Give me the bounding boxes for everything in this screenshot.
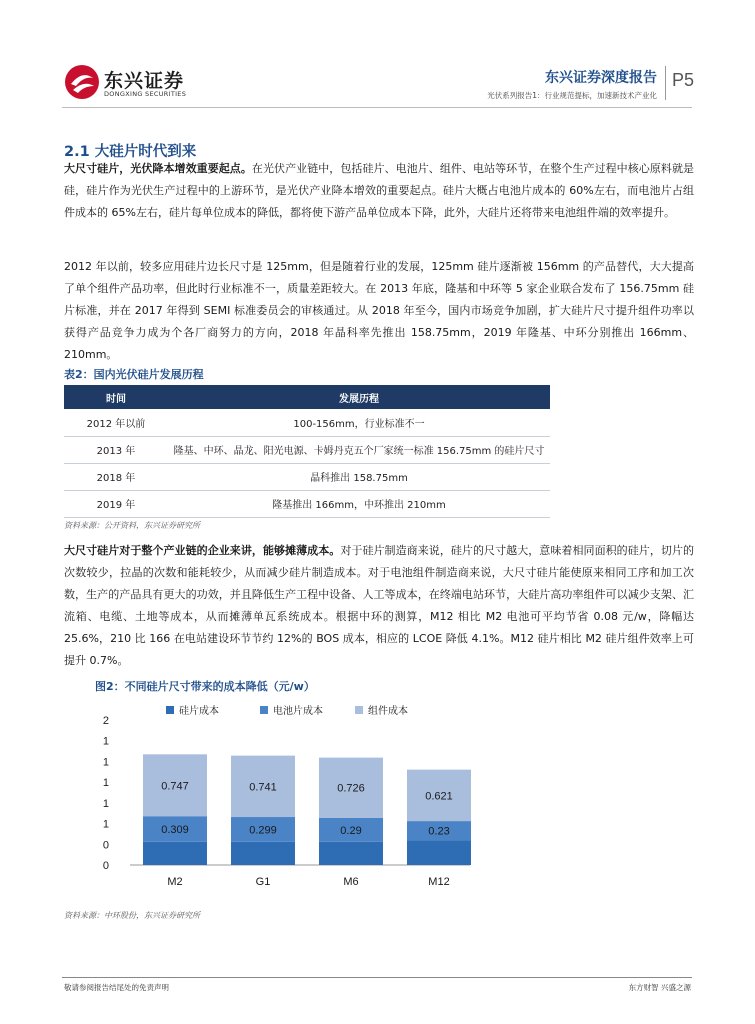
bar-segment-base xyxy=(407,840,471,865)
paragraph-2: 2012 年以前，较多应用硅片边长尺寸是 125mm，但是随着行业的发展，125mm 硅片逐渐被 156mm 的产品替代，大大提高了单个组件产品功率，但此时行业标准不一，质量差距较大。在 2013 年底，隆基和中环等 5 家企业联合发布了 156.75mm 硅片标准，并在 2017 年得到 SEMI 标准委员会的审核通过。从 2018 年至今，国内市场竞争加剧，扩大硅片尺寸提升组件功率以获得产品竞争力成为个各厂商努力的方向，2018 年晶科率先推出 158.75mm，2019 年隆基、中环分别推出 166mm、210mm。 xyxy=(64,260,694,361)
header-divider xyxy=(665,66,666,100)
table-cell: 2012 年以前 xyxy=(64,409,168,436)
paragraph-1-body: 在光伏产业链中，包括硅片、电池片、组件、电站等环节，在整个生产过程中核心原料就是硅，硅片作为光伏生产过程中的上游环节，是光伏产业降本增效的重要起点。硅片大概占电池片成本的 60%左右，而电池片占组件成本的 65%左右，硅片每单位成本的降低，都将使下游产品单位成本下降，此外，大硅片还将带来电池组件端的效率提升。 xyxy=(64,162,695,219)
bar-segment-base xyxy=(143,842,207,865)
y-tick-label: 0 xyxy=(102,860,109,872)
table-header-cell: 发展历程 xyxy=(168,385,550,409)
silicon-wafer-history-table xyxy=(64,385,550,518)
data-label-cell-cost: 0.29 xyxy=(340,824,362,837)
table-header-row xyxy=(64,385,550,409)
table-cell: 2013 年 xyxy=(64,436,168,463)
table-caption: 表2：国内光伏硅片发展历程 xyxy=(64,368,204,381)
y-tick-label: 1 xyxy=(102,777,109,790)
x-tick-label: G1 xyxy=(255,876,271,888)
data-label-cell-cost: 0.309 xyxy=(161,823,189,836)
y-tick-label: 1 xyxy=(102,818,109,831)
y-tick-label: 2 xyxy=(102,715,109,727)
paragraph-1 xyxy=(64,158,694,224)
table-header-cell: 时间 xyxy=(64,385,168,409)
data-label-module-cost: 0.726 xyxy=(337,782,365,795)
paragraph-3 xyxy=(64,540,694,672)
data-label-cell-cost: 0.299 xyxy=(249,824,277,837)
table-row xyxy=(64,490,550,517)
paragraph-3-body: 对于硅片制造商来说，硅片的尺寸越大，意味着相同面积的硅片，切片的次数较少，拉晶的次数和能耗较少，从而减少硅片制造成本。对于电池组件制造商来说，大尺寸硅片能使原来相同工序和加工次数，生产的产品具有更大的功效，并且降低生产工程中设备、人工等成本，在终端电站环节，大硅片高功率组件可以减少支架、汇流箱、电缆、土地等成本，从而摊薄单瓦系统成本。根据中环的测算，M12 相比 M2 电池可平均节省 0.08 元/w，降幅达 25.6%，210 比 166 在电站建设环节节约 12%的 BOS 成本，相应的 LCOE 降低 4.1%。M12 硅片相比 M2 硅片组件效率上可提升 0.7%。 xyxy=(64,544,695,667)
data-label-module-cost: 0.747 xyxy=(161,780,189,793)
page-header xyxy=(0,0,755,110)
dongxing-logo-icon xyxy=(64,64,100,100)
legend-label: 组件成本 xyxy=(368,706,408,717)
x-tick-label: M12 xyxy=(428,876,450,888)
bar-segment-base xyxy=(231,842,295,865)
report-title: 东兴证券深度报告 xyxy=(545,70,657,86)
table-source: 资料来源：公开资料，东兴证券研究所 xyxy=(64,521,200,530)
table-row xyxy=(64,463,550,490)
data-label-cell-cost: 0.23 xyxy=(428,825,450,838)
data-label-module-cost: 0.621 xyxy=(425,790,453,803)
header-rule xyxy=(62,107,692,108)
table-cell: 晶科推出 158.75mm xyxy=(168,463,550,490)
y-tick-label: 0 xyxy=(102,839,109,852)
paragraph-3-lead: 大尺寸硅片对于整个产业链的企业来讲，能够摊薄成本。 xyxy=(64,544,341,557)
table-row xyxy=(64,409,550,436)
paragraph-1-lead: 大尺寸硅片，光伏降本增效重要起点。 xyxy=(64,162,252,175)
x-tick-label: M6 xyxy=(343,876,359,888)
chart-caption: 图2：不同硅片尺寸带来的成本降低（元/w） xyxy=(95,680,315,693)
legend-label: 硅片成本 xyxy=(179,706,219,717)
table-cell: 隆基、中环、晶龙、阳光电源、卡姆丹克五个厂家统一标准 156.75mm 的硅片尺寸 xyxy=(168,436,550,463)
table-cell: 2018 年 xyxy=(64,463,168,490)
section-title: 2.1 大硅片时代到来 xyxy=(64,144,197,160)
y-tick-label: 1 xyxy=(102,756,109,769)
footer-slogan: 东方财智 兴盛之源 xyxy=(628,983,691,992)
page-number: P5 xyxy=(672,70,695,90)
table-cell: 2019 年 xyxy=(64,490,168,517)
chart-source: 资料来源：中环股份，东兴证券研究所 xyxy=(64,911,200,920)
footer-disclaimer: 敬请参阅报告结尾处的免责声明 xyxy=(64,983,169,992)
logo-name: 东兴证券 xyxy=(104,70,185,92)
bar-segment-base xyxy=(319,842,383,865)
legend-label: 电池片成本 xyxy=(273,706,323,717)
y-tick-label: 1 xyxy=(102,735,109,748)
table-cell: 隆基推出 166mm，中环推出 210mm xyxy=(168,490,550,517)
report-subtitle: 光伏系列报告1：行业规范提标，加速新技术产业化 xyxy=(487,91,657,100)
cost-reduction-chart xyxy=(95,712,475,892)
footer-rule xyxy=(62,977,692,978)
data-label-module-cost: 0.741 xyxy=(249,781,277,794)
logo-subtitle: DONGXING SECURITIES xyxy=(104,90,187,98)
x-tick-label: M2 xyxy=(167,876,183,888)
y-tick-label: 1 xyxy=(102,797,109,810)
table-cell: 100-156mm，行业标准不一 xyxy=(168,409,550,436)
table-row xyxy=(64,436,550,463)
